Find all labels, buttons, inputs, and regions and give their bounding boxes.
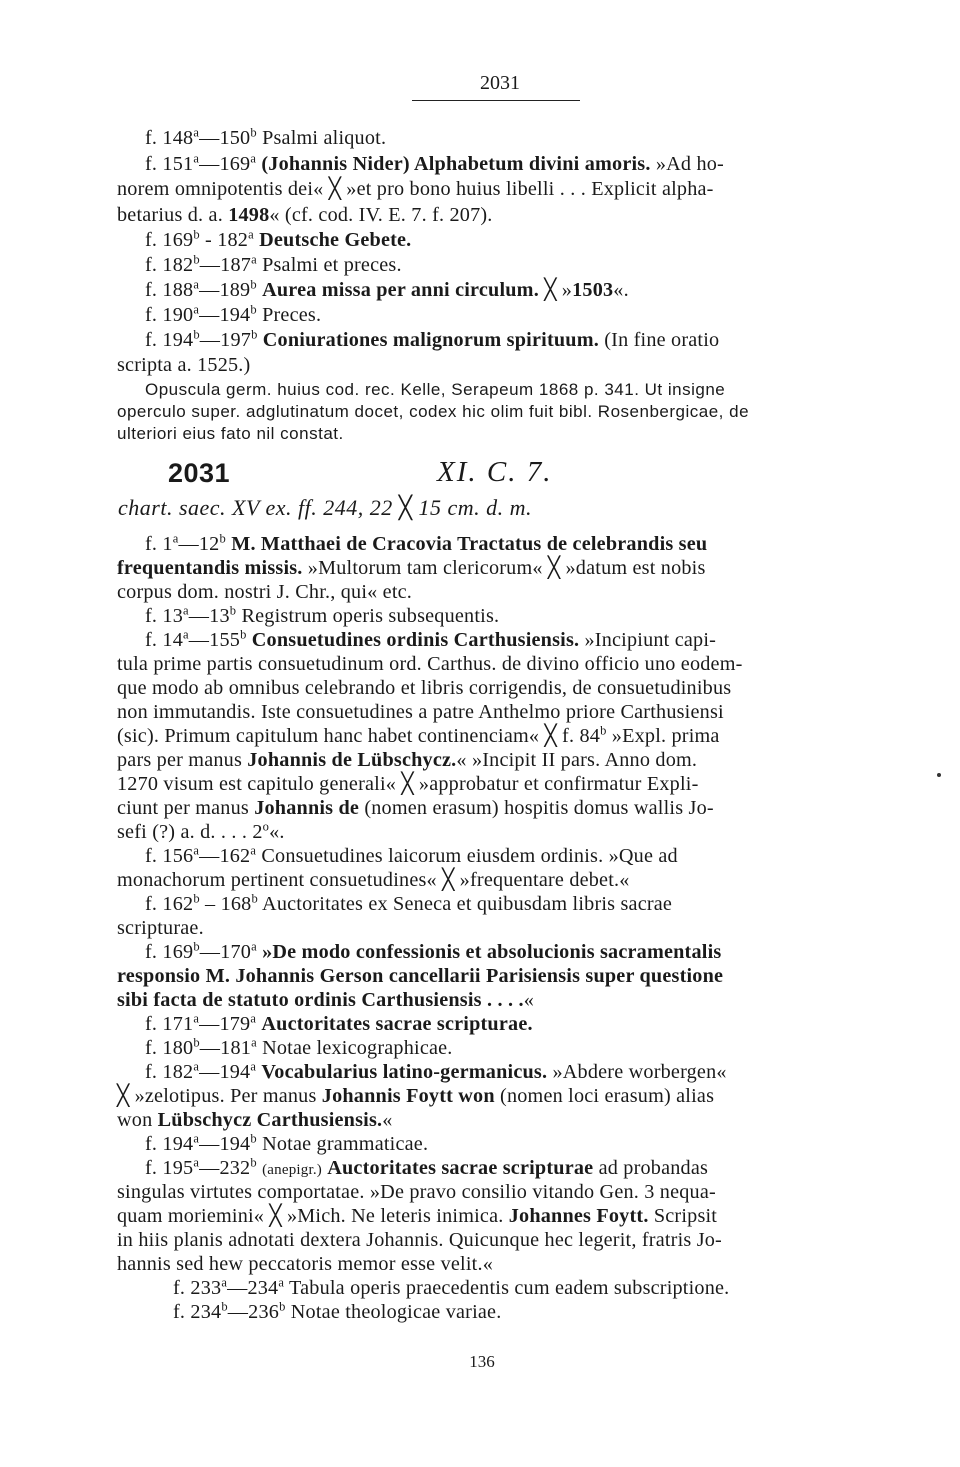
text-line: f. 194$^a$—194$^b$ Notae grammaticae. — [145, 1131, 429, 1155]
text-line: sibi facta de statuto ordinis Carthusiensis . . . .« — [117, 989, 534, 1011]
text-line: quam moriemini« ╳ »Mich. Ne leteris inimica. Johannes Foytt. Scripsit — [117, 1205, 718, 1227]
text-line: f. 182$^b$—187$^a$ Psalmi et preces. — [145, 252, 402, 276]
text-line: frequentandis missis. »Multorum tam clericorum« ╳ »datum est nobis — [117, 557, 706, 579]
note-line: ulteriori eius fato nil constat. — [117, 424, 344, 443]
text-line: f. 190$^a$—194$^b$ Preces. — [145, 302, 322, 326]
text-line: f. 188$^a$—189$^b$ Aurea missa per anni circulum. ╳ »1503«. — [145, 277, 629, 301]
text-line: f. 169$^b$ - 182$^a$ Deutsche Gebete. — [145, 227, 412, 251]
text-line: f. 234$^b$—236$^b$ Notae theologicae variae. — [173, 1299, 502, 1323]
text-line: corpus dom. nostri J. Chr., qui« etc. — [117, 581, 413, 603]
text-line: f. 171$^a$—179$^a$ Auctoritates sacrae scripturae. — [145, 1011, 533, 1035]
text-line: f. 1$^a$—12$^b$ M. Matthaei de Cracovia Tractatus de celebrandis seu — [145, 531, 708, 555]
codex-description: chart. saec. XV ex. ff. 244, 22 ╳ 15 cm. d. m. — [118, 495, 533, 520]
shelf-signature: XI. C. 7. — [437, 456, 553, 488]
text-line: f. 169$^b$—170$^a$ »De modo confessionis et absolucionis sacramentalis — [145, 939, 722, 963]
text-line: pars per manus Johannis de Lübschycz.« »Incipit II pars. Anno dom. — [117, 749, 698, 771]
text-line: norem omnipotentis dei« ╳ »et pro bono huius libelli . . . Explicit alpha- — [117, 178, 714, 200]
text-line: ╳ »zelotipus. Per manus Johannis Foytt won (nomen loci erasum) alias — [117, 1085, 715, 1107]
text-line: que modo ab omnibus celebrando et libris corrigendis, de consuetudinibus — [117, 677, 732, 699]
note-line: operculo super. adglutinatum docet, codex hic olim fuit bibl. Rosenbergicae, de — [117, 402, 750, 421]
text-line: tula prime partis consuetudinum ord. Carthus. de divino officio uno eodem- — [117, 653, 743, 675]
text-line: f. 156$^a$—162$^a$ Consuetudines laicorum eiusdem ordinis. »Que ad — [145, 843, 678, 867]
text-line: singulas virtutes comportatae. »De pravo consilio vitando Gen. 3 nequa- — [117, 1181, 716, 1203]
text-line: responsio M. Johannis Gerson cancellarii Parisiensis super questione — [117, 965, 724, 987]
text-line: f. 233$^a$—234$^a$ Tabula operis praecedentis cum eadem subscriptione. — [173, 1275, 730, 1299]
text-line: ciunt per manus Johannis de (nomen erasum) hospitis domus wallis Jo- — [117, 797, 714, 819]
entry-number: 2031 — [168, 458, 231, 488]
text-line: 1270 visum est capitulo generali« ╳ »approbatur et confirmatur Expli- — [117, 773, 699, 795]
page-number-top: 2031 — [480, 72, 520, 94]
text-line: hannis sed hew peccatoris memor esse velit.« — [117, 1253, 493, 1275]
text-line: f. 182$^a$—194$^a$ Vocabularius latino-germanicus. »Abdere worbergen« — [145, 1059, 727, 1083]
text-line: f. 162$^b$ – 168$^b$ Auctoritates ex Seneca et quibusdam libris sacrae — [145, 891, 673, 915]
text-line: scripturae. — [117, 917, 204, 939]
note-line: Opuscula germ. huius cod. rec. Kelle, Serapeum 1868 p. 341. Ut insigne — [145, 380, 726, 399]
text-line: scripta a. 1525.) — [117, 354, 251, 376]
text-line: monachorum pertinent consuetudines« ╳ »frequentare debet.« — [117, 869, 630, 891]
text-line: f. 195$^a$—232$^b$ (anepigr.) Auctoritates sacrae scripturae ad probandas — [145, 1155, 709, 1179]
text-line: non immutandis. Iste consuetudines a patre Anthelmo priore Carthusiensi — [117, 701, 724, 723]
text-line: f. 151$^a$—169$^a$ (Johannis Nider) Alphabetum divini amoris. »Ad ho- — [145, 151, 724, 175]
text-line: f. 148$^a$—150$^b$ Psalmi aliquot. — [145, 125, 387, 149]
margin-dot — [937, 773, 941, 777]
text-line: sefi (?) a. d. . . . 2$^o$«. — [117, 819, 285, 843]
text-line: f. 14$^a$—155$^b$ Consuetudines ordinis Carthusiensis. »Incipiunt capi- — [145, 627, 717, 651]
text-line: betarius d. a. 1498« (cf. cod. IV. E. 7. f. 207). — [117, 204, 493, 226]
text-line: won Lübschycz Carthusiensis.« — [117, 1109, 393, 1131]
text-line: f. 194$^b$—197$^b$ Coniurationes malignorum spirituum. (In fine oratio — [145, 327, 720, 351]
text-line: f. 180$^b$—181$^a$ Notae lexicographicae. — [145, 1035, 453, 1059]
header-rule — [412, 100, 580, 101]
page-number-bottom: 136 — [469, 1352, 495, 1371]
text-line: f. 13$^a$—13$^b$ Registrum operis subsequentis. — [145, 603, 500, 627]
text-line: in hiis planis adnotati dextera Johannis. Quicunque hec legerit, fratris Jo- — [117, 1229, 722, 1251]
text-line: (sic). Primum capitulum hanc habet continenciam« ╳ f. 84$^b$ »Expl. prima — [117, 723, 720, 747]
